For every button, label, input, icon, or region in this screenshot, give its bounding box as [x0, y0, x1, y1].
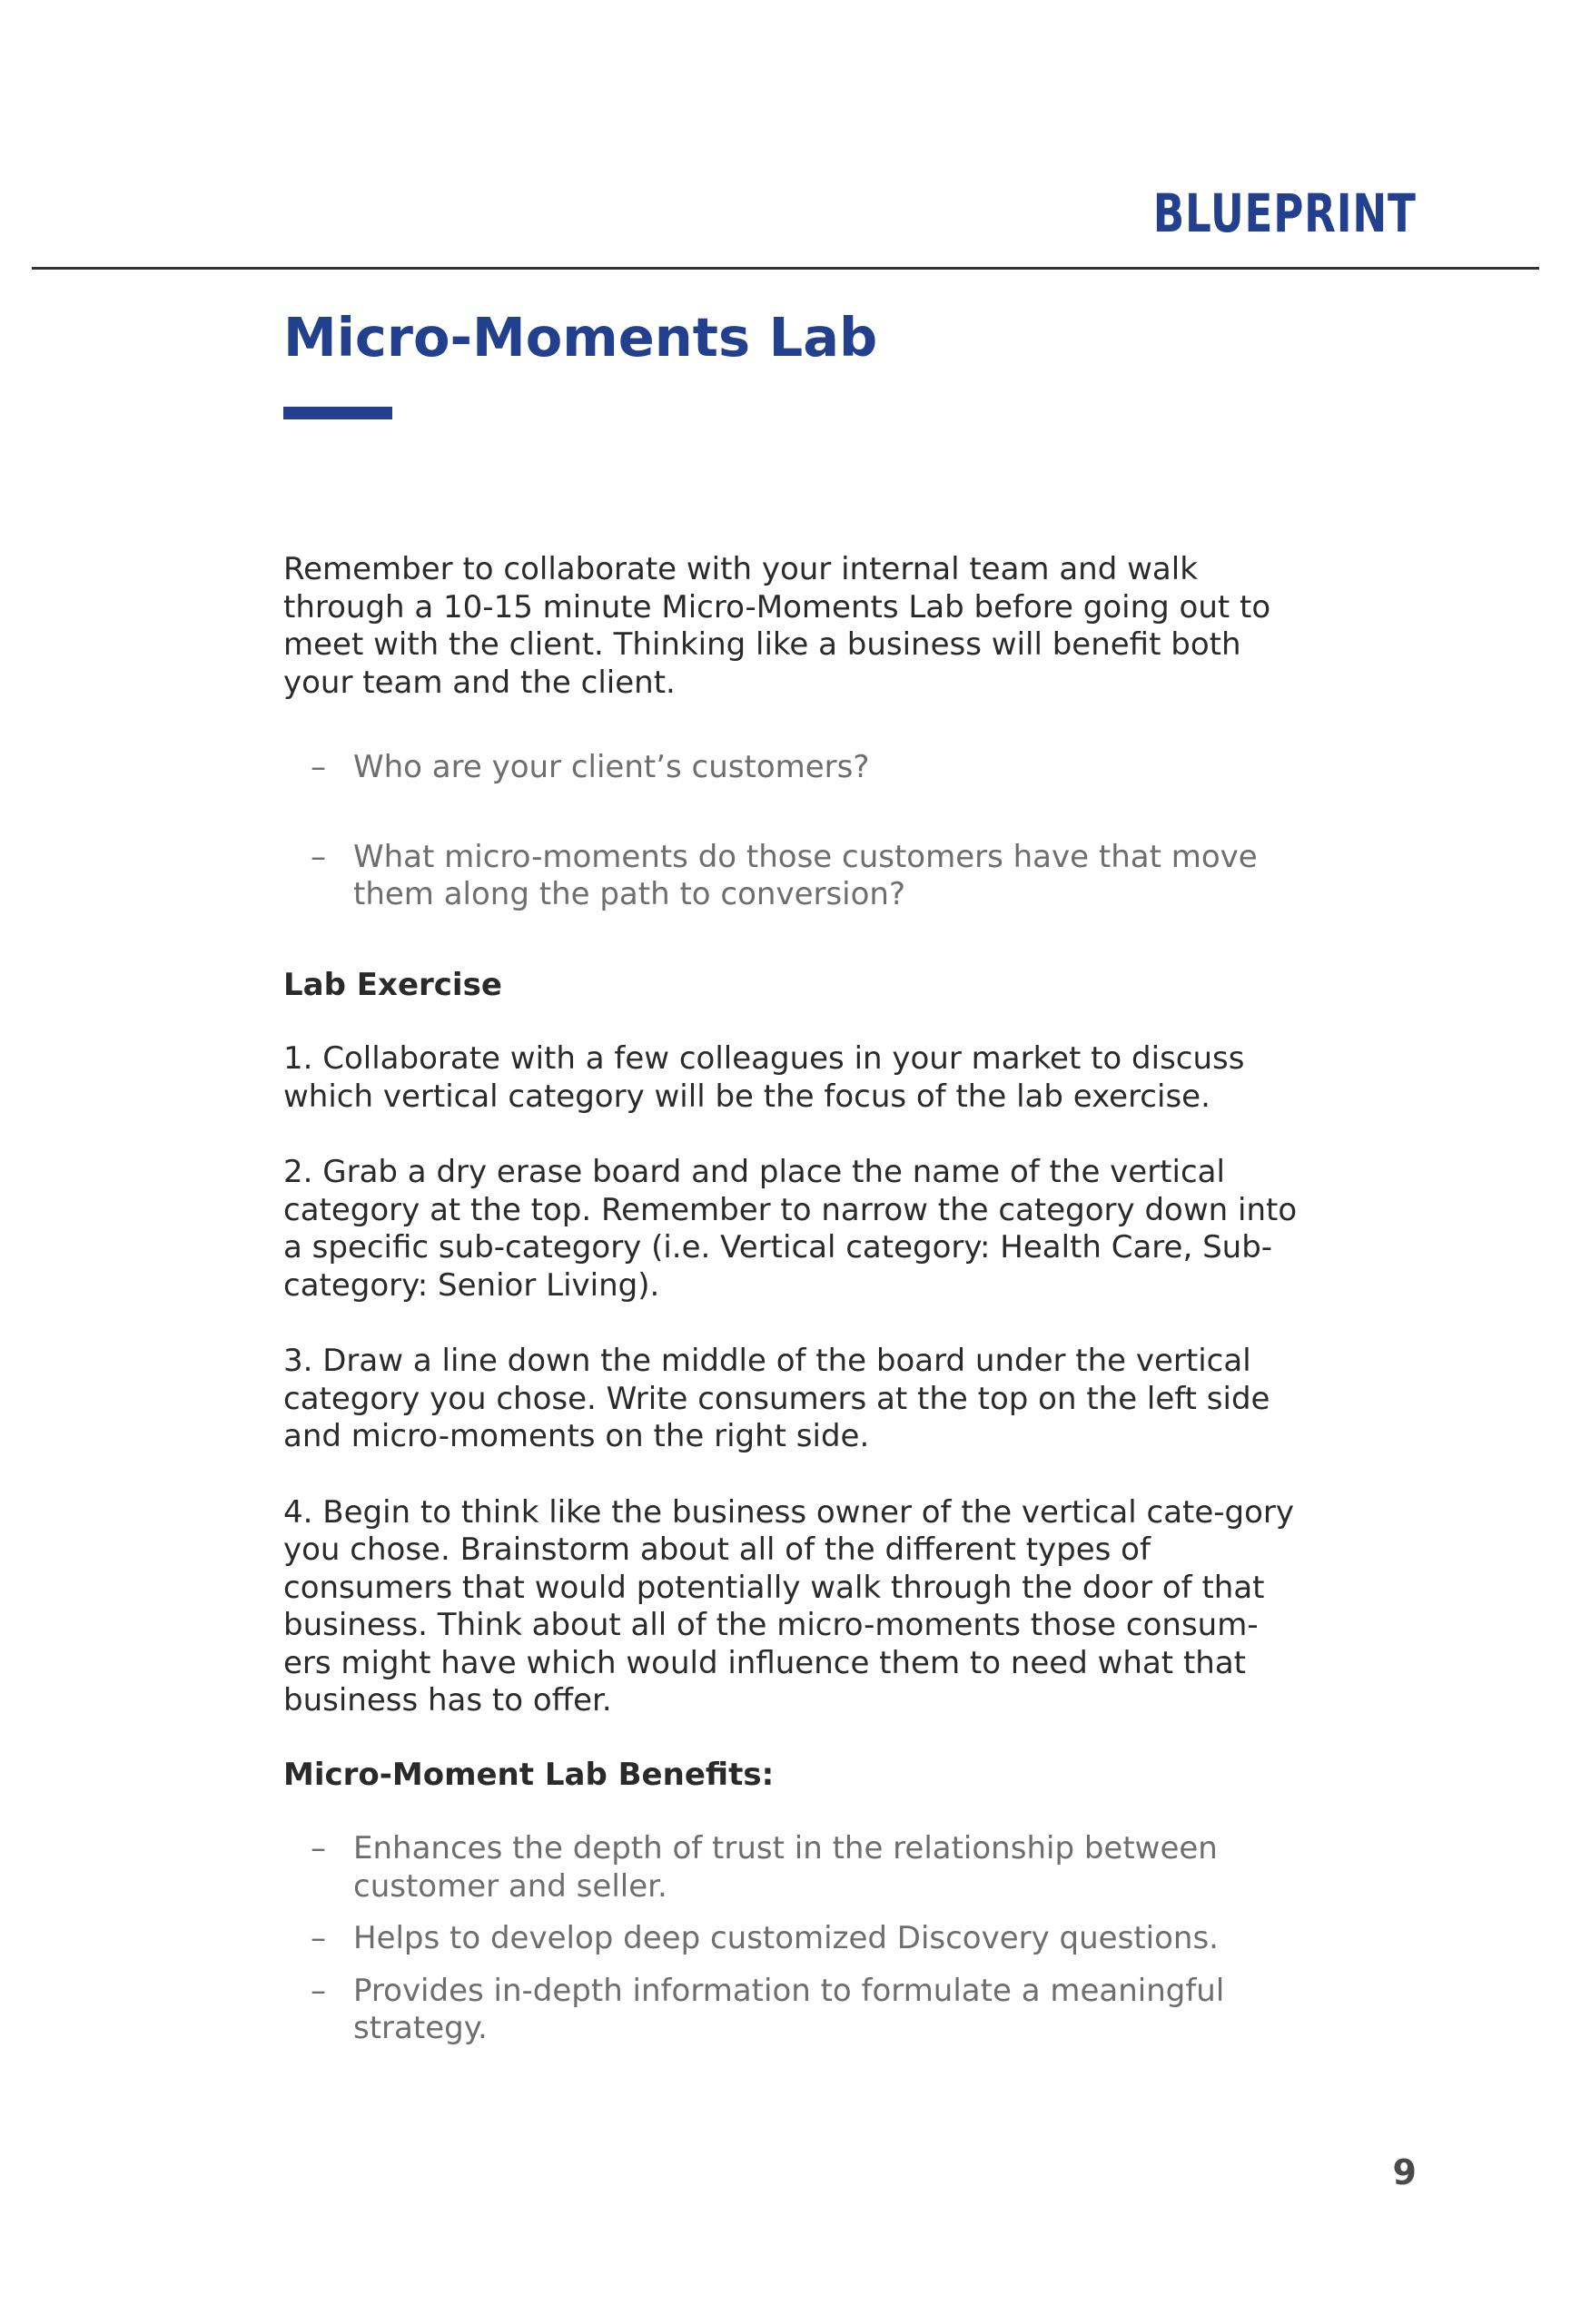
- question-text: What micro-moments do those customers have that move them along the path to conversion?: [353, 838, 1258, 912]
- benefit-item: [283, 1830, 1300, 1905]
- lab-step-1: 1. Collaborate with a few colleagues in your market to discuss which vertical category will be the focus of the lab exercise.: [283, 1040, 1245, 1115]
- header-divider: [32, 267, 1539, 270]
- lab-exercise-heading: Lab Exercise: [283, 966, 502, 1003]
- lab-step-4: 4. Begin to think like the business owner of the vertical cate-gory you chose. Brainstorm about all of the different types of consumers that would potentially walk through the door of that business. Think about all of the micro-moments those consum-ers might have which would influence them to need what that business has to offer.: [283, 1493, 1295, 1718]
- lab-step-3: 3. Draw a line down the middle of the board under the vertical category you chose. Write consumers at the top on the left side and micro-moments on the right side.: [283, 1343, 1270, 1454]
- benefit-item: [283, 1973, 1300, 2048]
- brand-logo: BLUEPRINT: [1153, 182, 1417, 244]
- lab-step-2: 2. Grab a dry erase board and place the name of the vertical category at the top. Remember to narrow the category down into a specific sub-category (i.e. Vertical category: Health Care, Sub-category: Senior Living).: [283, 1154, 1298, 1304]
- question-list: [283, 749, 1300, 914]
- benefits-heading: Micro-Moment Lab Benefits:: [283, 1756, 775, 1793]
- page-content: [283, 551, 1300, 2048]
- dash-bullet: –: [311, 749, 326, 785]
- intro-paragraph: Remember to collaborate with your internal team and walk through a 10-15 minute Micro-Moments Lab before going out to meet with the client. Thinking like a business will benefit both your team and the client.: [283, 551, 1271, 701]
- page-title: Micro-Moments Lab: [283, 306, 878, 369]
- dash-bullet: –: [311, 838, 326, 875]
- question-text: Who are your client’s customers?: [353, 749, 870, 785]
- benefit-text: Helps to develop deep customized Discovery questions.: [353, 1920, 1219, 1956]
- dash-bullet: –: [311, 1920, 326, 1956]
- benefit-text: Provides in-depth information to formulate a meaningful strategy.: [353, 1972, 1225, 2046]
- dash-bullet: –: [311, 1972, 326, 2009]
- dash-bullet: –: [311, 1830, 326, 1866]
- title-accent-bar: [283, 407, 392, 419]
- question-item: [283, 749, 1300, 787]
- benefits-list: [283, 1830, 1300, 2048]
- benefit-text: Enhances the depth of trust in the relationship between customer and seller.: [353, 1830, 1218, 1905]
- benefit-item: [283, 1920, 1300, 1958]
- question-item: [283, 839, 1300, 914]
- page-number: 9: [1392, 2152, 1417, 2192]
